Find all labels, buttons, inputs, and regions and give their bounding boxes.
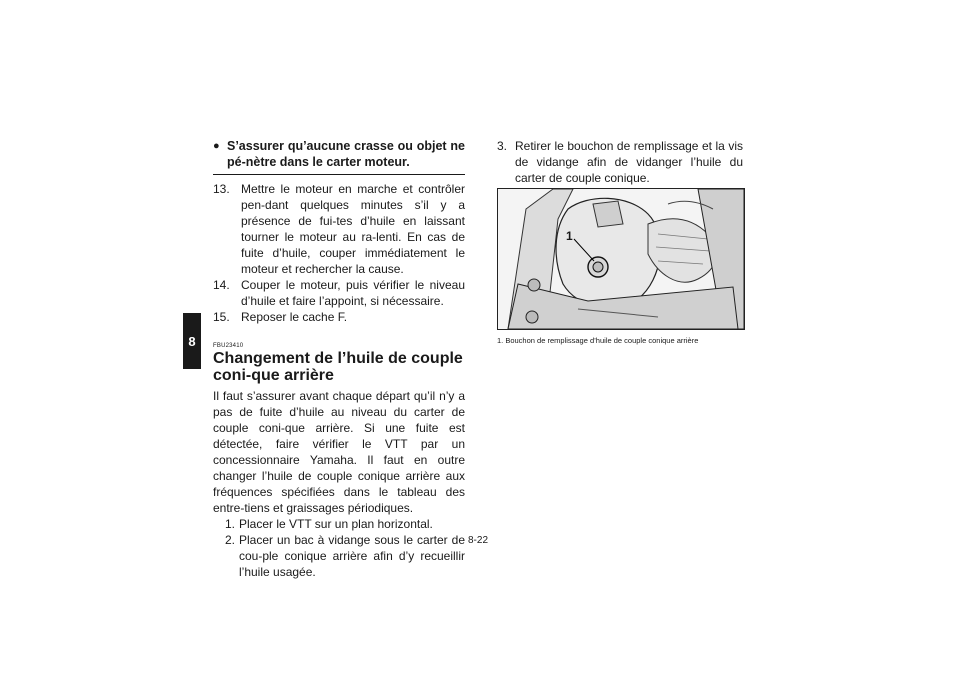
figure-photo xyxy=(497,188,745,330)
intro-paragraph: Il faut s’assurer avant chaque départ qu’il n’y a pas de fuite d’huile au niveau du carter de couple coni-que arrière. Si une fuite est détectée, faire vérifier le VTT par un concessionnaire Yamaha. Il faut en outre changer l’huile de couple conique arrière aux fréquences spécifiées dans le tableau des entre-tiens et graissages périodiques. xyxy=(213,389,465,515)
bullet-icon: ● xyxy=(213,140,220,152)
warning-text: S’assurer qu’aucune crasse ou objet ne pé-nètre dans le carter moteur. xyxy=(227,139,465,169)
warning-bullet xyxy=(213,138,465,170)
divider xyxy=(213,174,465,175)
step-13 xyxy=(213,181,465,277)
step-text: Reposer le cache F. xyxy=(241,310,348,324)
page-number: 8-22 xyxy=(468,535,489,546)
step-text: Couper le moteur, puis vérifier le niveau d’huile et faire l’appoint, si nécessaire. xyxy=(241,278,465,308)
chapter-tab: 8 xyxy=(183,313,201,369)
step-text: Placer un bac à vidange sous le carter de cou-ple conique arrière afin d’y recueillir l’huile usagée. xyxy=(239,533,465,579)
figure-caption: 1. Bouchon de remplissage d’huile de couple conique arrière xyxy=(497,336,699,345)
gearcase-illustration xyxy=(498,189,744,329)
left-column xyxy=(213,138,465,580)
right-column xyxy=(497,138,743,345)
section-code: FBU23410 xyxy=(213,343,244,349)
step-text: Retirer le bouchon de remplissage et la vis de vidange afin de vidanger l’huile du carter de couple conique. xyxy=(515,139,743,185)
step-15 xyxy=(213,309,465,325)
step-14 xyxy=(213,277,465,309)
step-number: 13. xyxy=(213,182,230,196)
step-1 xyxy=(213,516,465,532)
step-number: 3. xyxy=(497,139,508,153)
section-heading: Changement de l’huile de couple coni-que arrière xyxy=(213,350,463,384)
figure-callout: 1 xyxy=(566,229,573,243)
step-number: 15. xyxy=(213,310,230,324)
step-2 xyxy=(213,532,465,580)
step-text: Placer le VTT sur un plan horizontal. xyxy=(239,517,433,531)
step-text: Mettre le moteur en marche et contrôler pen-dant quelques minutes s’il y a présence de fui-tes d’huile en laissant tourner le moteur au ra-lenti. En cas de fuite d’huile, couper immédiatement le moteur et rechercher la cause. xyxy=(241,182,465,276)
step-3 xyxy=(497,138,743,186)
step-number: 1. xyxy=(225,517,236,531)
step-number: 2. xyxy=(225,533,236,547)
step-number: 14. xyxy=(213,278,230,292)
